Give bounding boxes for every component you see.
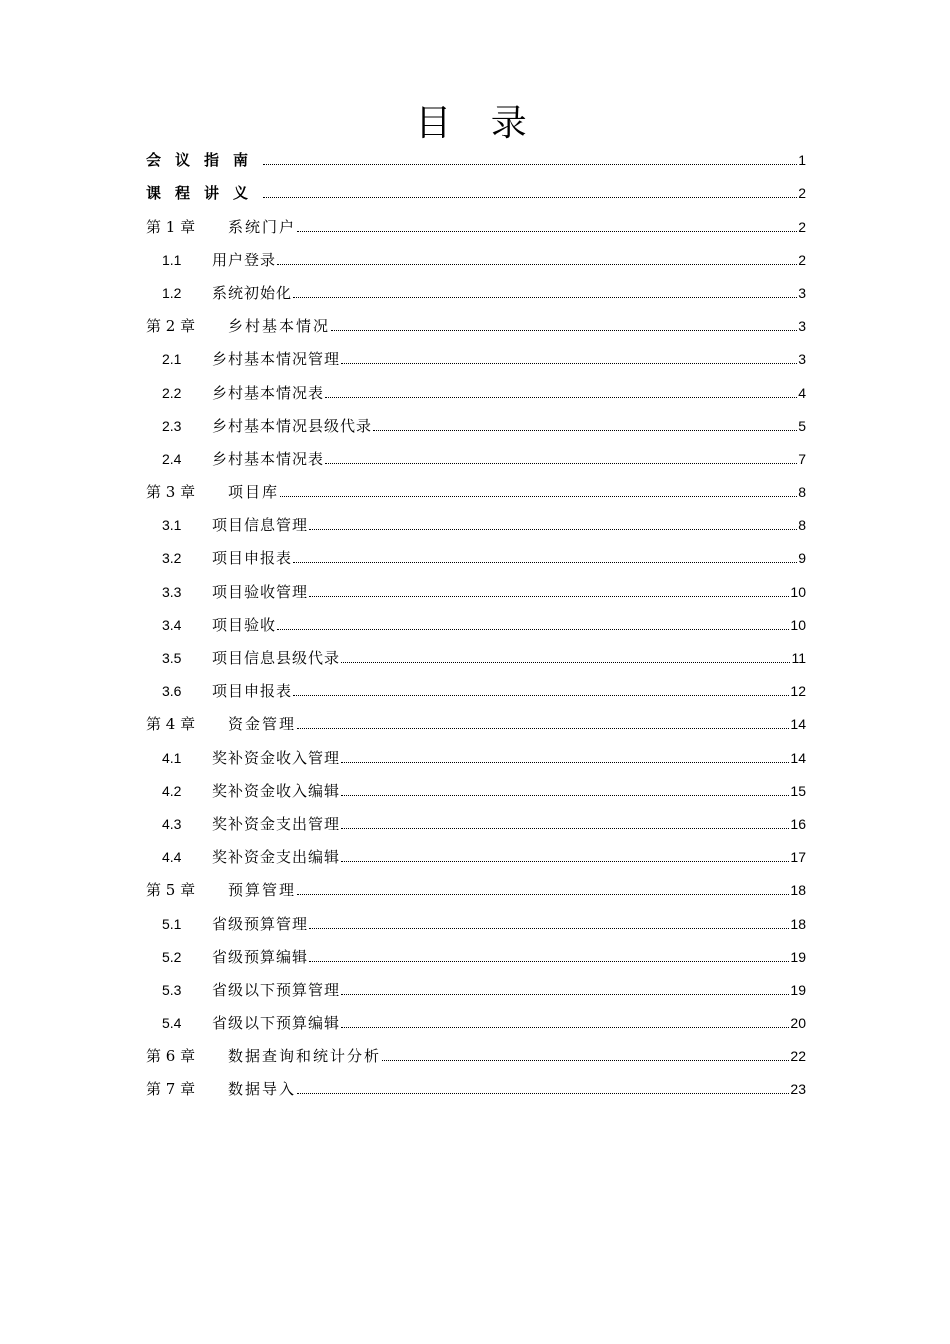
toc-entry-label [146, 648, 340, 668]
toc-page-number: 12 [790, 683, 806, 700]
toc-leader-dots [297, 1093, 789, 1094]
toc-leader-dots [297, 894, 789, 895]
toc-entry-section[interactable] [146, 900, 806, 933]
toc-leader-dots [341, 861, 789, 862]
toc-page-number: 19 [790, 948, 806, 965]
toc-entry-title: 项目验收管理 [212, 582, 309, 601]
toc-entry-label [146, 1046, 381, 1066]
toc-entry-front-matter[interactable] [146, 137, 806, 170]
toc-entry-section[interactable] [146, 834, 806, 867]
toc-page-number: 14 [790, 749, 806, 766]
section-number: 5.1 [162, 915, 182, 932]
toc-leader-dots [341, 363, 797, 364]
section-number: 2.4 [162, 450, 182, 467]
toc-entry-section[interactable] [146, 568, 806, 601]
toc-leader-dots [297, 231, 797, 232]
section-number: 4.2 [162, 782, 182, 799]
toc-entry-chapter[interactable] [146, 701, 806, 734]
toc-page-number: 4 [798, 384, 806, 401]
toc-entry-section[interactable] [146, 336, 806, 369]
toc-leader-dots [309, 529, 797, 530]
toc-entry-title: 预算管理 [228, 881, 297, 900]
toc-leader-dots [297, 728, 789, 729]
chapter-number: 第 7 章 [146, 1080, 196, 1099]
toc-entry-label [146, 681, 292, 701]
section-number: 1.2 [162, 284, 182, 301]
toc-entry-title: 项目申报表 [212, 682, 293, 701]
toc-page-number: 18 [790, 915, 806, 932]
section-number: 3.4 [162, 616, 182, 633]
toc-entry-title: 乡村基本情况表 [212, 449, 325, 468]
toc-page-number: 9 [798, 550, 806, 567]
toc-entry-section[interactable] [146, 668, 806, 701]
section-number: 3.6 [162, 683, 182, 700]
chapter-number: 第 5 章 [146, 881, 196, 900]
toc-entry-title: 数据导入 [228, 1080, 297, 1099]
toc-leader-dots [277, 629, 789, 630]
toc-page-number: 1 [798, 152, 806, 169]
toc-leader-dots [341, 762, 789, 763]
toc-entry-chapter[interactable] [146, 1033, 806, 1066]
toc-entry-label [146, 217, 296, 237]
toc-entry-label [146, 349, 340, 369]
toc-entry-title: 乡村基本情况县级代录 [212, 416, 373, 435]
toc-entry-label [146, 914, 308, 934]
section-number: 2.3 [162, 417, 182, 434]
toc-entry-section[interactable] [146, 535, 806, 568]
toc-list [146, 137, 806, 1099]
toc-leader-dots [309, 596, 789, 597]
toc-page-number: 14 [790, 716, 806, 733]
toc-leader-dots [293, 562, 797, 563]
toc-entry-section[interactable] [146, 1000, 806, 1033]
toc-page-number: 11 [791, 650, 806, 666]
toc-leader-dots [309, 961, 789, 962]
toc-entry-title: 项目信息县级代录 [212, 649, 341, 667]
toc-entry-section[interactable] [146, 369, 806, 402]
toc-entry-title: 项目库 [228, 483, 280, 502]
toc-page-number: 8 [798, 517, 806, 534]
toc-entry-title: 乡村基本情况管理 [212, 350, 341, 369]
toc-entry-section[interactable] [146, 602, 806, 635]
toc-title: 目 录 [415, 103, 541, 144]
toc-page-number: 15 [790, 782, 806, 799]
section-number: 5.3 [162, 981, 182, 998]
toc-page-number: 3 [798, 351, 806, 368]
toc-entry-title: 课程讲义 [146, 184, 263, 203]
toc-leader-dots [341, 1027, 789, 1028]
toc-entry-title: 数据查询和统计分析 [228, 1047, 382, 1066]
toc-entry-section[interactable] [146, 967, 806, 1000]
section-number: 4.1 [162, 749, 182, 766]
section-number: 2.2 [162, 384, 182, 401]
toc-page-number: 3 [798, 318, 806, 335]
toc-entry-label [146, 316, 330, 336]
toc-leader-dots [341, 662, 790, 663]
toc-entry-title: 用户登录 [212, 250, 277, 269]
toc-entry-title: 奖补资金收入管理 [212, 748, 341, 767]
toc-entry-title: 项目申报表 [212, 549, 293, 568]
toc-leader-dots [263, 164, 797, 165]
toc-page-number: 22 [790, 1048, 806, 1065]
toc-entry-title: 会议指南 [146, 151, 263, 170]
toc-leader-dots [325, 463, 797, 464]
toc-entry-title: 系统门户 [228, 217, 297, 236]
toc-entry-title: 奖补资金支出编辑 [212, 848, 341, 867]
toc-page-number: 10 [790, 616, 806, 633]
toc-entry-title: 省级预算管理 [212, 914, 309, 933]
toc-entry-label [146, 515, 308, 535]
toc-page-number: 2 [798, 185, 806, 202]
toc-leader-dots [277, 264, 797, 265]
toc-leader-dots [341, 994, 789, 995]
chapter-number: 第 6 章 [146, 1047, 196, 1066]
toc-page-number: 2 [798, 218, 806, 235]
toc-leader-dots [293, 695, 789, 696]
toc-page-number: 3 [798, 284, 806, 301]
chapter-number: 第 2 章 [146, 317, 196, 336]
toc-entry-label [146, 814, 340, 834]
toc-page-number: 5 [798, 417, 806, 434]
toc-page-number: 8 [798, 484, 806, 501]
toc-entry-section[interactable] [146, 801, 806, 834]
toc-page-number: 2 [798, 251, 806, 268]
toc-entry-title: 省级以下预算编辑 [212, 1014, 341, 1033]
toc-entry-label [146, 714, 296, 734]
chapter-number: 第 1 章 [146, 217, 196, 236]
toc-leader-dots [341, 795, 789, 796]
toc-entry-section[interactable] [146, 436, 806, 469]
toc-page-number: 23 [790, 1081, 806, 1098]
toc-entry-section[interactable] [146, 270, 806, 303]
toc-entry-section[interactable] [146, 237, 806, 270]
section-number: 3.1 [162, 517, 182, 534]
toc-entry-front-matter[interactable] [146, 170, 806, 203]
toc-entry-label [146, 781, 340, 801]
toc-leader-dots [293, 297, 797, 298]
chapter-number: 第 4 章 [146, 715, 196, 734]
toc-entry-title: 乡村基本情况表 [212, 383, 325, 402]
section-number: 3.5 [162, 650, 182, 666]
toc-entry-label [146, 615, 276, 635]
toc-page-number: 18 [790, 882, 806, 899]
toc-entry-section[interactable] [146, 934, 806, 967]
toc-entry-section[interactable] [146, 502, 806, 535]
section-number: 5.4 [162, 1015, 182, 1032]
toc-entry-chapter[interactable] [146, 303, 806, 336]
toc-entry-title: 乡村基本情况 [228, 317, 331, 336]
chapter-number: 第 3 章 [146, 483, 196, 502]
toc-entry-label [146, 748, 340, 768]
toc-entry-label [146, 283, 292, 303]
section-number: 5.2 [162, 948, 182, 965]
toc-entry-chapter[interactable] [146, 1066, 806, 1099]
toc-entry-title: 省级预算编辑 [212, 947, 309, 966]
toc-leader-dots [263, 197, 797, 198]
toc-leader-dots [331, 330, 797, 331]
toc-page-number: 20 [790, 1015, 806, 1032]
toc-leader-dots [325, 397, 797, 398]
toc-entry-chapter[interactable] [146, 469, 806, 502]
section-number: 4.4 [162, 849, 182, 866]
toc-entry-label [146, 482, 279, 502]
toc-entry-label [146, 548, 292, 568]
toc-leader-dots [280, 496, 797, 497]
toc-leader-dots [309, 928, 789, 929]
toc-entry-label [146, 383, 324, 403]
section-number: 2.1 [162, 351, 182, 368]
toc-leader-dots [341, 828, 789, 829]
toc-entry-label [146, 880, 296, 900]
toc-entry-title: 资金管理 [228, 715, 297, 734]
toc-entry-label [146, 847, 340, 867]
section-number: 1.1 [162, 251, 182, 268]
toc-entry-label [146, 449, 324, 469]
toc-page-number: 19 [790, 981, 806, 998]
toc-entry-section[interactable] [146, 635, 806, 668]
toc-entry-label [146, 1013, 340, 1033]
toc-entry-label [146, 947, 308, 967]
toc-entry-label [146, 980, 340, 1000]
toc-entry-title: 省级以下预算管理 [212, 980, 341, 999]
toc-entry-title: 项目验收 [212, 615, 277, 634]
toc-entry-title: 奖补资金收入编辑 [212, 781, 341, 800]
section-number: 3.3 [162, 583, 182, 600]
toc-entry-label [146, 250, 276, 270]
toc-entry-chapter[interactable] [146, 203, 806, 236]
section-number: 4.3 [162, 815, 182, 832]
toc-entry-label [146, 1079, 296, 1099]
toc-leader-dots [373, 430, 797, 431]
toc-page-number: 16 [790, 815, 806, 832]
toc-page-number: 7 [798, 450, 806, 467]
toc-entry-section[interactable] [146, 768, 806, 801]
toc-page-number: 10 [790, 583, 806, 600]
section-number: 3.2 [162, 550, 182, 567]
toc-page-number: 17 [790, 849, 806, 866]
toc-entry-label [146, 416, 372, 436]
toc-entry-title: 系统初始化 [212, 283, 293, 302]
toc-entry-label [146, 582, 308, 602]
toc-entry-section[interactable] [146, 403, 806, 436]
toc-entry-section[interactable] [146, 734, 806, 767]
toc-entry-title: 项目信息管理 [212, 516, 309, 535]
toc-leader-dots [382, 1060, 789, 1061]
toc-entry-chapter[interactable] [146, 867, 806, 900]
toc-entry-title: 奖补资金支出管理 [212, 814, 341, 833]
